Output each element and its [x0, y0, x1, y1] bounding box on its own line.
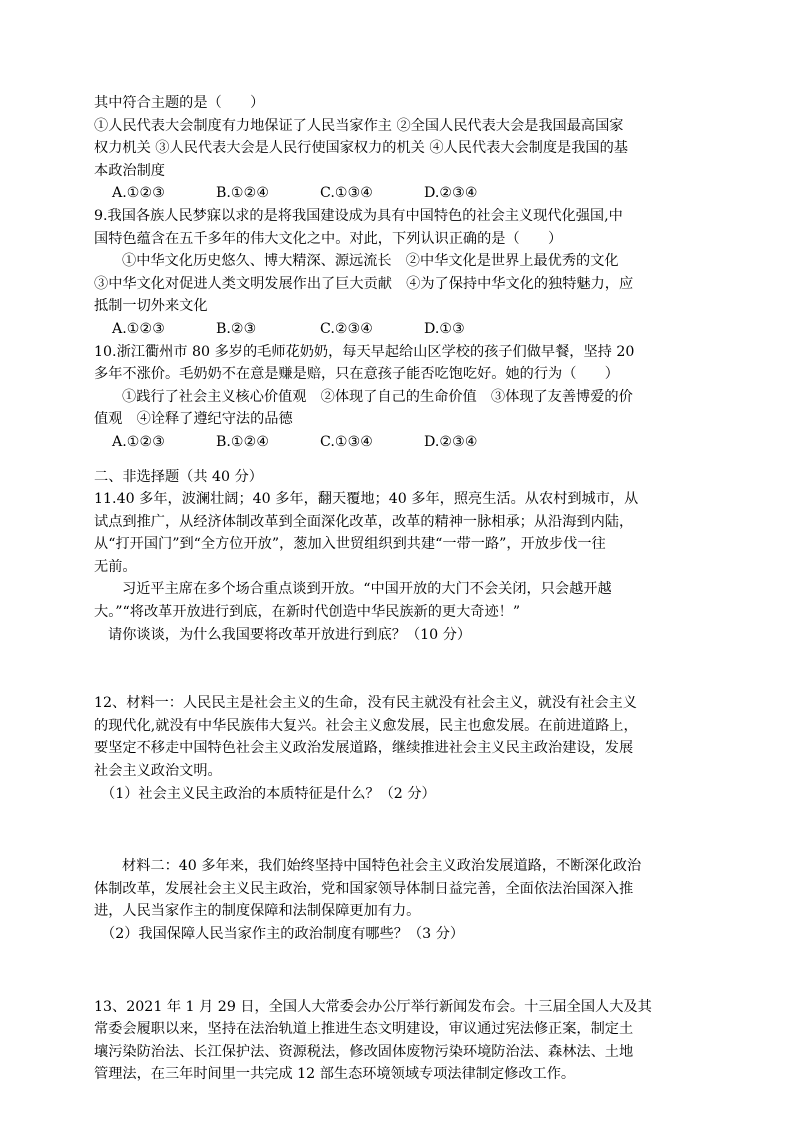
answer-options: [94, 431, 700, 454]
statement-line: ①践行了社会主义核心价值观 ②体现了自己的生命价值 ③体现了友善博爱的价: [122, 388, 633, 405]
paragraph-line: 大。”“将改革开放进行到底，在新时代创造中华民族新的更大奇迹！”: [94, 604, 521, 621]
material-line: 材料二：40 多年来，我们始终坚持中国特色社会主义政治发展道路，不断深化政治: [122, 858, 642, 875]
question-8: [94, 92, 700, 205]
statement-line: 本政治制度: [94, 162, 165, 179]
question-13: [94, 996, 700, 1086]
material-line: 体制改革，发展社会主义民主政治，党和国家领导体制日益完善，全面依法治国深入推: [94, 880, 634, 897]
statement-line: ①中华文化历史悠久、博大精深、源远流长 ②中华文化是世界上最优秀的文化: [122, 253, 619, 270]
statement-line: 权力机关 ③人民代表大会是人民行使国家权力的机关 ④人民代表大会制度是我国的基: [94, 140, 628, 157]
option-c: C.①③④: [320, 433, 374, 450]
option-d: D.①③: [424, 320, 465, 337]
material-line: 的现代化,就没有中华民族伟大复兴。社会主义愈发展，民主也愈发展。在前进道路上，: [94, 717, 638, 734]
statement-line: ①人民代表大会制度有力地保证了人民当家作主 ②全国人民代表大会是我国最高国家: [94, 117, 624, 134]
paragraph-line: 从“打开国门”到“全方位开放”，葱加入世贸组织到共建“一带一路”，开放步伐一往: [94, 536, 606, 553]
paragraph-line: 管理法，在三年时间里一共完成 12 部生态环境领域专项法律制定修改工作。: [94, 1066, 576, 1083]
question-stem: 10.浙江衢州市 80 多岁的毛师花奶奶，每天早起给山区学校的孩子们做早餐，坚持 20: [94, 343, 635, 360]
question-stem: 国特色蕴含在五千多年的伟大文化之中。对此，下列认识正确的是（ ）: [94, 230, 563, 247]
question-stem: 多年不涨价。毛奶奶不在意是赚是赔，只在意孩子能否吃饱吃好。她的行为（ ）: [94, 366, 619, 383]
paragraph-line: 无前。: [94, 558, 137, 575]
option-b: B.②③: [216, 320, 257, 337]
question-11: [94, 488, 700, 646]
paragraph-line: 试点到推广，从经济体制改革到全面深化改革，改革的精神一脉相承；从沿海到内陆，: [94, 513, 634, 530]
option-a: A.①②③: [112, 320, 165, 337]
option-b: B.①②④: [216, 185, 270, 202]
sub-question-2: （2）我国保障人民当家作主的政治制度有哪些？（3 分）: [101, 926, 465, 942]
option-c: C.②③④: [320, 320, 374, 337]
statement-line: ③中华文化对促进人类文明发展作出了巨大贡献 ④为了保持中华文化的独特魅力，应: [94, 275, 634, 292]
option-b: B.①②④: [216, 433, 270, 450]
paragraph-line: 壤污染防治法、长江保护法、资源税法，修改固体废物污染环境防治法、森林法、土地: [94, 1043, 634, 1060]
answer-options: [94, 182, 700, 205]
statement-line: 值观 ④诠释了遵纪守法的品德: [94, 411, 293, 428]
material-line: 要坚定不移走中国特色社会主义政治发展道路，继续推进社会主义民主政治建设，发展: [94, 740, 634, 757]
material-line: 进，人民当家作主的制度保障和法制保障更加有力。: [94, 903, 421, 920]
sub-question-1: （1）社会主义民主政治的本质特征是什么？（2 分）: [101, 785, 436, 802]
option-d: D.②③④: [424, 185, 478, 202]
question-stem: 9.我国各族人民梦寐以求的是将我国建设成为具有中国特色的社会主义现代化强国,中: [94, 207, 623, 224]
option-a: A.①②③: [112, 433, 165, 450]
question-prompt: 请你谈谈，为什么我国要将改革开放进行到底？（10 分）: [108, 626, 472, 643]
option-d: D.②③④: [424, 433, 478, 450]
option-c: C.①③④: [320, 185, 374, 202]
paragraph-line: 13、2021 年 1 月 29 日，全国人大常委会办公厅举行新闻发布会。十三届全国人大及其: [94, 998, 652, 1015]
material-line: 社会主义政治文明。: [94, 763, 222, 780]
exam-page: [94, 92, 700, 1086]
option-a: A.①②③: [112, 185, 165, 202]
paragraph-line: 习近平主席在多个场合重点谈到开放。“中国开放的大门不会关闭，只会越开越: [122, 581, 612, 598]
question-12: [94, 692, 700, 945]
material-line: 12、材料一：人民民主是社会主义的生命，没有民主就没有社会主义，就没有社会主义: [94, 695, 637, 712]
question-9: [94, 205, 700, 341]
question-10: [94, 341, 700, 454]
section-heading: 二、非选择题（共 40 分）: [94, 468, 263, 485]
paragraph-line: 常委会履职以来，坚持在法治轨道上推进生态文明建设，审议通过宪法修正案，制定土: [94, 1021, 634, 1038]
answer-options: [94, 318, 700, 341]
statement-line: 抵制一切外来文化: [94, 298, 208, 315]
paragraph-line: 11.40 多年，波澜壮阔；40 多年，翻天覆地；40 多年，照亮生活。从农村到城市，从: [94, 491, 639, 508]
question-stem: 其中符合主题的是（ ）: [94, 95, 265, 111]
